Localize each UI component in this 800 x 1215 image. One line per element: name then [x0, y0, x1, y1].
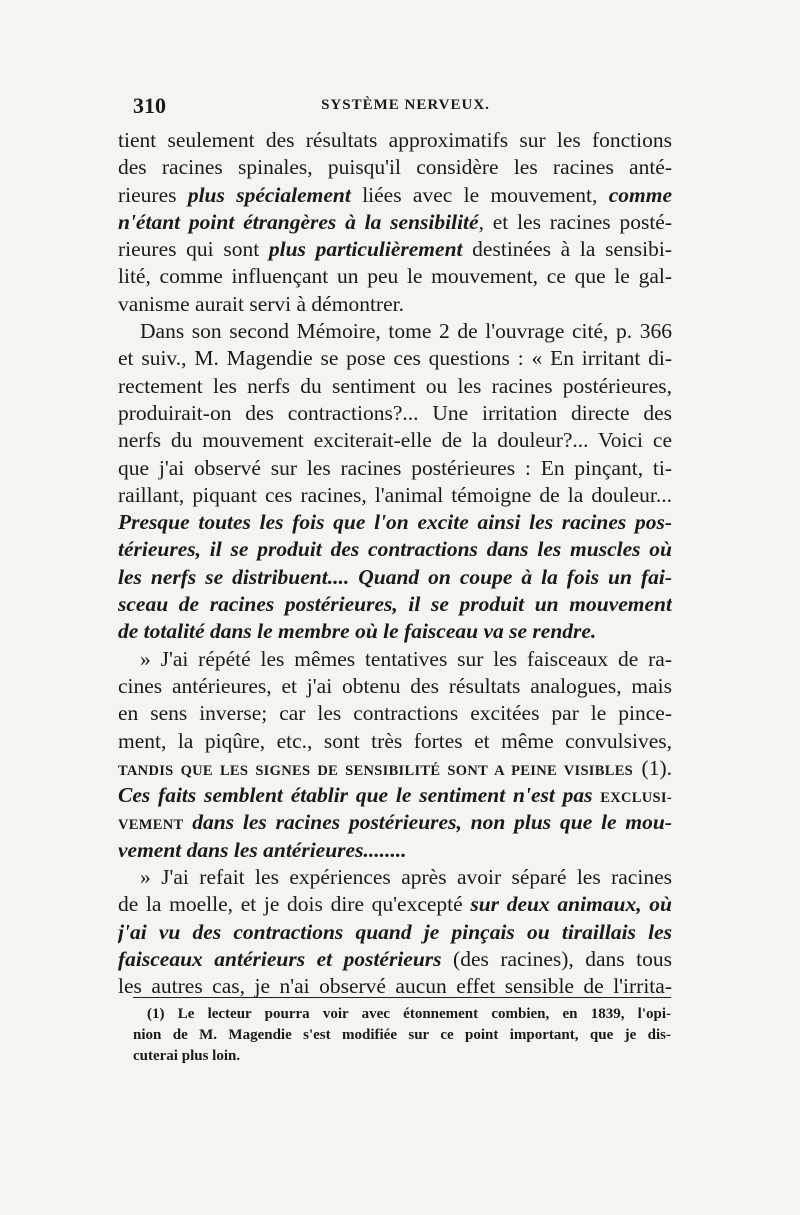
text-line: rectement les nerfs du sentiment ou les racines postérieures, — [118, 373, 672, 398]
text-line: j'ai vu des contractions quand je pinçais ou tiraillais les — [118, 919, 672, 944]
body-text — [118, 127, 672, 1001]
text-line: Dans son second Mémoire, tome 2 de l'ouvrage cité, p. 366 — [140, 319, 672, 344]
text-line: rieures plus spécialement liées avec le mouvement, comme — [118, 182, 672, 207]
italic-phrase: sur deux animaux, où — [470, 892, 672, 917]
italic-phrase: faisceaux antérieurs et postérieurs — [118, 946, 442, 971]
text-line — [118, 782, 672, 809]
running-title: SYSTÈME NERVEUX. — [321, 97, 490, 113]
text-line: de la moelle, et je dois dire qu'excepté sur deux animaux, où — [118, 892, 672, 917]
small-caps-phrase: TANDIS QUE LES SIGNES DE SENSIBILITÉ SONT A PEINE VISIBLES — [118, 762, 634, 779]
text-line: vement dans les antérieures........ — [118, 837, 407, 862]
footnote-rule — [133, 997, 671, 998]
footnote-line: cuterai plus loin. — [133, 1048, 241, 1064]
text-line: les autres cas, je n'ai observé aucun effet sensible de l'irrita- — [118, 974, 672, 999]
text-line: des racines spinales, puisqu'il considère les racines anté- — [118, 155, 672, 180]
text-line: raillant, piquant ces racines, l'animal témoigne de la douleur... — [118, 482, 672, 507]
footnote-line: nion de M. Magendie s'est modifiée sur ce point important, que je dis- — [133, 1027, 671, 1043]
footnote — [133, 1004, 671, 1067]
italic-phrase: dans les racines postérieures, non plus que le mou- — [183, 810, 672, 835]
text-line: térieures, il se produit des contractions dans les muscles où — [118, 537, 672, 562]
page-number: 310 — [133, 93, 166, 118]
text-line: cines antérieures, et j'ai obtenu des résultats analogues, mais — [118, 673, 672, 698]
small-caps-phrase: VEMENT — [118, 817, 184, 834]
text-line: en sens inverse; car les contractions excitées par le pince- — [118, 701, 672, 726]
text-line: lité, comme influençant un peu le mouvement, ce que le gal- — [118, 264, 672, 289]
italic-phrase: Ces faits semblent établir que le sentiment n'est pas — [118, 783, 601, 808]
text-line: et suiv., M. Magendie se pose ces questions : « En irritant di- — [118, 346, 672, 371]
text-line: TANDIS QUE LES SIGNES DE SENSIBILITÉ SONT A PEINE VISIBLES (1). — [118, 755, 672, 780]
text-line: n'étant point étrangères à la sensibilité, et les racines posté- — [118, 209, 672, 234]
text-line: que j'ai observé sur les racines postérieures : En pinçant, ti- — [118, 455, 672, 480]
text-line: les nerfs se distribuent.... Quand on coupe à la fois un fai- — [118, 564, 672, 589]
italic-phrase: plus spécialement — [187, 182, 351, 207]
text-line: tient seulement des résultats approximatifs sur les fonctions — [118, 128, 672, 152]
text-line — [118, 809, 672, 836]
text-line: ment, la piqûre, etc., sont très fortes et même convulsives, — [118, 728, 672, 753]
italic-phrase: plus particulièrement — [268, 237, 463, 262]
text-line: sceau de racines postérieures, il se produit un mouvement — [118, 592, 672, 617]
italic-phrase: comme — [608, 182, 672, 207]
text-line: faisceaux antérieurs et postérieurs (des racines), dans tous — [118, 946, 672, 971]
text-line: Presque toutes les fois que l'on excite ainsi les racines pos- — [118, 510, 672, 535]
footnote-line: (1) Le lecteur pourra voir avec étonnement combien, en 1839, l'opi- — [147, 1006, 671, 1022]
small-caps-phrase: EXCLUSI- — [600, 790, 672, 807]
italic-phrase: n'étant point étrangères à la sensibilité — [118, 209, 479, 234]
text-line: » J'ai refait les expériences après avoir séparé les racines — [140, 865, 672, 890]
text-line: produirait-on des contractions?... Une irritation directe des — [118, 400, 672, 425]
page-header — [133, 93, 678, 123]
text-line: rieures qui sont plus particulièrement destinées à la sensibi- — [118, 237, 672, 262]
text-line: » J'ai répété les mêmes tentatives sur les faisceaux de ra- — [140, 646, 672, 671]
text-line: nerfs du mouvement exciterait-elle de la douleur?... Voici ce — [118, 428, 672, 453]
text-line: vanisme aurait servi à démontrer. — [118, 291, 404, 316]
text-line: de totalité dans le membre où le faisceau va se rendre. — [118, 619, 597, 644]
